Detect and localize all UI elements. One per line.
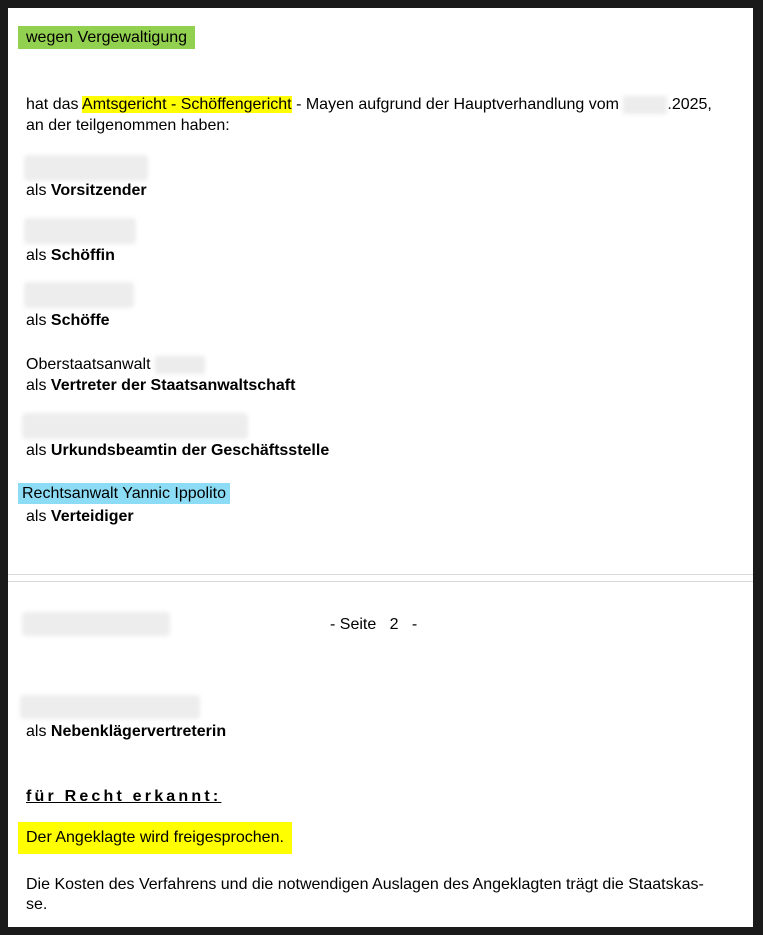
court-name: Amtsgericht - Schöffengericht: [82, 96, 292, 113]
participant-name-4: [26, 355, 205, 375]
verdict-heading: für Recht erkannt:: [26, 788, 222, 805]
redacted-date: [623, 96, 667, 114]
redacted-name: [24, 155, 148, 181]
role-prefix: als: [26, 182, 51, 199]
defense-lawyer-name: [18, 484, 230, 504]
role-prefix: als: [26, 508, 51, 525]
redacted-name: [22, 413, 248, 439]
verdict-text: [18, 822, 292, 854]
role-prefix: als: [26, 247, 51, 264]
page-1: [8, 8, 753, 574]
participant-role-5: [26, 441, 329, 461]
role-title: Vertreter der Staatsanwaltschaft: [50, 377, 296, 394]
participant-role-2: [26, 246, 115, 266]
verdict-highlight: Der Angeklagte wird freigesprochen.: [18, 822, 292, 854]
role-title: Schöffe: [50, 312, 110, 329]
costs-line-1: Die Kosten des Verfahrens und die notwendigen Auslagen des Angeklagten trägt die Staatskas-: [26, 876, 704, 893]
redacted-name: [20, 695, 200, 719]
participant-role-4: [26, 376, 295, 396]
page-number: - Seite 2 -: [330, 616, 418, 633]
intro-year: .2025,: [667, 96, 712, 113]
role-prefix: als: [26, 442, 51, 459]
role-title: Urkundsbeamtin der Geschäftsstelle: [50, 442, 330, 459]
participant-role-1: [26, 181, 147, 201]
redacted-name: [155, 356, 205, 374]
costs-line-2: se.: [26, 896, 48, 913]
intro-middle: - Mayen aufgrund der Hauptverhandlung vom: [291, 96, 624, 113]
defense-lawyer-highlight: Rechtsanwalt Yannic Ippolito: [18, 483, 230, 504]
role-title: Nebenklägervertreterin: [50, 723, 227, 740]
intro-line-1: [26, 95, 712, 115]
charge-highlight: wegen Vergewaltigung: [18, 26, 195, 49]
page-2: [8, 582, 753, 927]
role-title: Verteidiger: [50, 508, 134, 525]
intro-line-2: an der teilgenommen haben:: [26, 117, 230, 134]
role-title: Schöffin: [50, 247, 115, 264]
charge-label: [18, 28, 195, 48]
nebenklaeger-role: [26, 722, 226, 742]
page-separator: [8, 574, 753, 582]
role-prefix: als: [26, 377, 51, 394]
intro-prefix: hat das: [26, 96, 83, 113]
participant-role-6: [26, 507, 134, 527]
prosecutor-title: Oberstaatsanwalt: [26, 356, 151, 373]
redacted-file-number: [22, 612, 170, 636]
redacted-name: [24, 282, 134, 308]
role-prefix: als: [26, 312, 51, 329]
redacted-name: [24, 218, 136, 244]
participant-role-3: [26, 311, 110, 331]
role-prefix: als: [26, 723, 51, 740]
bottom-edge: [8, 927, 753, 935]
role-title: Vorsitzender: [50, 182, 147, 199]
